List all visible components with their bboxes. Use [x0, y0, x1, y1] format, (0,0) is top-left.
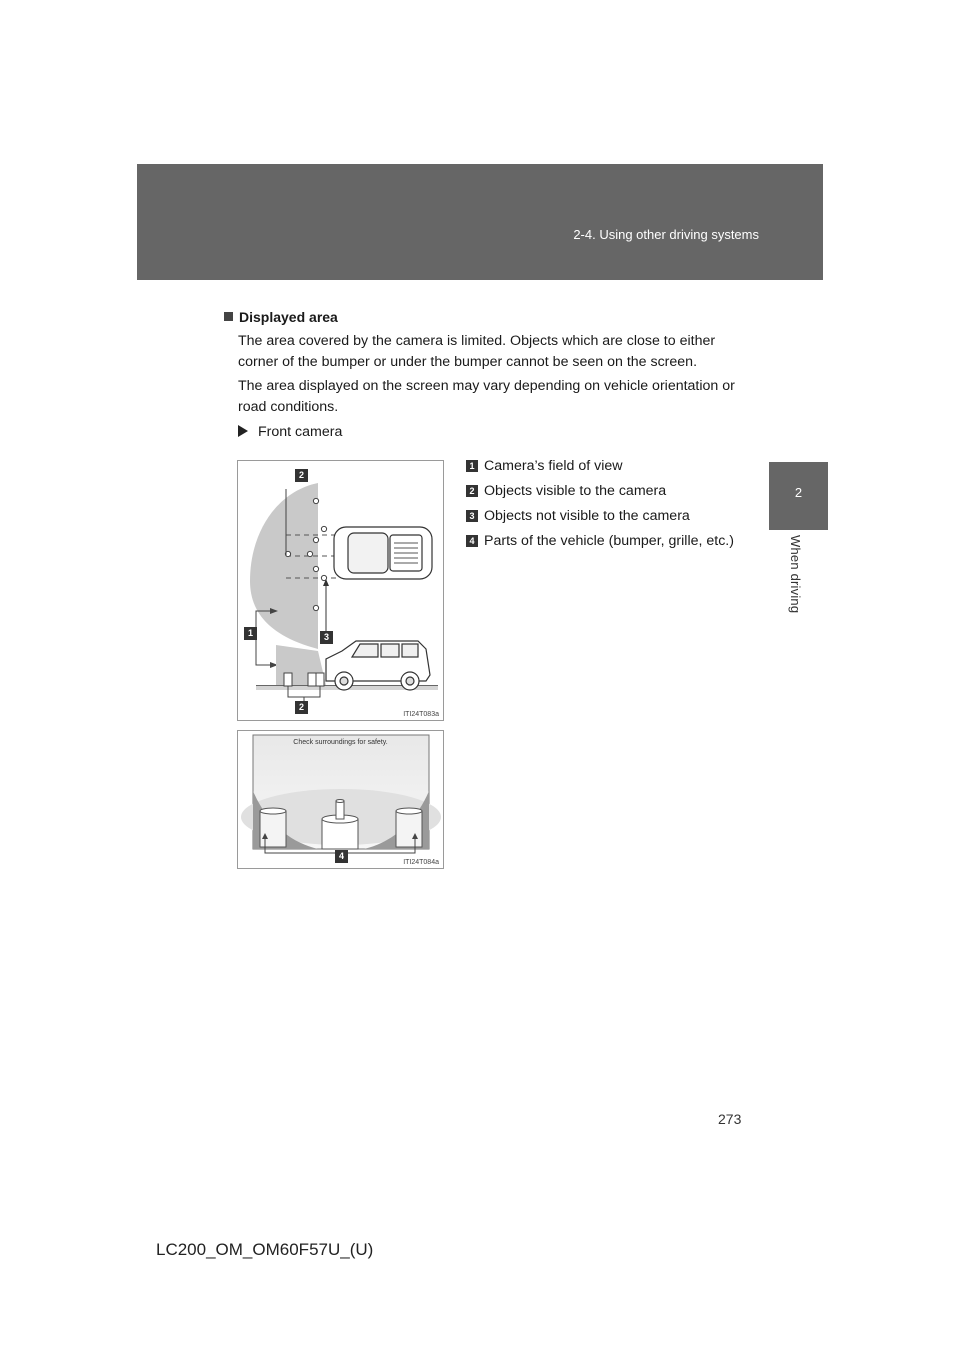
section-heading: [224, 309, 338, 325]
square-bullet-icon: [224, 312, 233, 321]
sub-item-label: Front camera: [258, 424, 343, 440]
legend-number-box: 2: [466, 485, 478, 497]
figure-field-of-view: [237, 460, 444, 721]
section-heading-text: Displayed area: [239, 309, 338, 325]
paragraph-limited-area: The area covered by the camera is limited. Objects which are close to either corner of the bumper or under the bumper cannot be seen on the screen.: [238, 333, 716, 370]
figure-legend: [466, 456, 746, 556]
legend-item: [466, 506, 746, 527]
chapter-side-tab: [769, 462, 828, 530]
legend-text: Camera’s field of view: [484, 458, 623, 474]
page-number: 273: [718, 1111, 742, 1127]
callout-3: 3: [323, 632, 329, 642]
callout-2-bottom: 2: [298, 702, 304, 712]
legend-number-box: 1: [466, 460, 478, 472]
figure-screen-view: [237, 730, 444, 869]
legend-text: Objects visible to the camera: [484, 483, 667, 499]
field-of-view-diagram: [238, 461, 443, 720]
legend-text: Objects not visible to the camera: [484, 508, 690, 524]
chapter-number: 2: [794, 485, 803, 500]
triangle-bullet-icon: [238, 425, 248, 437]
figure-code: ITI24T083a: [403, 711, 439, 718]
screen-safety-message: Check surroundings for safety.: [293, 739, 388, 746]
legend-text: Parts of the vehicle (bumper, grille, etc.): [484, 533, 734, 549]
chapter-header-band: [137, 164, 823, 280]
footer-document-code: LC200_OM_OM60F57U_(U): [156, 1240, 374, 1259]
legend-item: [466, 481, 746, 502]
legend-number-box: 3: [466, 510, 478, 522]
screen-view-diagram: [238, 731, 443, 868]
legend-item: [466, 456, 746, 477]
callout-2-top: 2: [298, 470, 304, 480]
chapter-side-label: When driving: [788, 535, 803, 614]
paragraph-display-variation: The area displayed on the screen may vary depending on vehicle orientation or road conditions.: [238, 378, 735, 415]
callout-1: 1: [247, 628, 253, 638]
sub-item-front-camera: [238, 424, 342, 440]
legend-number-box: 4: [466, 535, 478, 547]
chapter-title: 2-4. Using other driving systems: [573, 227, 759, 242]
callout-4: 4: [338, 851, 344, 861]
figure-code: ITI24T084a: [403, 859, 439, 866]
legend-item: [466, 531, 746, 552]
